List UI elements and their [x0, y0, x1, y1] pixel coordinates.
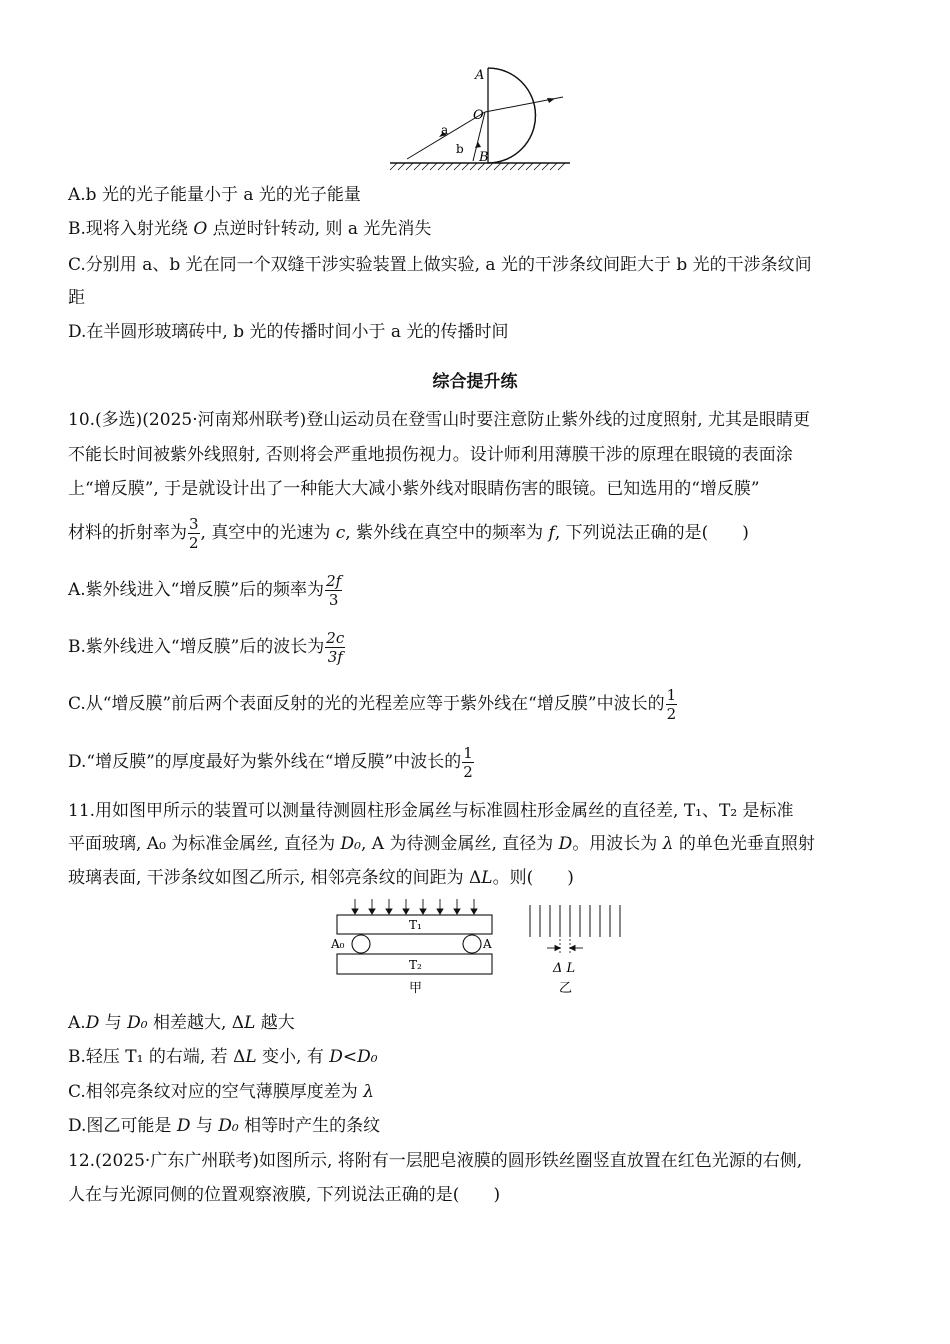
semicircle-glass-figure: [385, 62, 575, 172]
fraction: [325, 629, 345, 666]
frac-den: 2: [666, 705, 677, 723]
label-yi: 乙: [559, 981, 573, 996]
frac-den: 3f: [327, 648, 343, 666]
q11-line1: 11.用如图甲所示的装置可以测量待测圆柱形金属丝与标准圆柱形金属丝的直径差, T₁、T₂ 是标准: [68, 801, 794, 821]
text-span: 。则( ): [492, 868, 574, 888]
text-span: 点逆时针转动, 则 a 光先消失: [207, 219, 432, 239]
frac-num: 1: [666, 686, 677, 704]
q10-line1: 10.(多选)(2025·河南郑州联考)登山运动员在登雪山时要注意防止紫外线的过度照射, 尤其是眼睛更: [68, 410, 811, 430]
q11-line3: [68, 865, 574, 891]
q11-line2: [68, 831, 815, 857]
text-span: D.图乙可能是: [68, 1116, 177, 1136]
text-span: 。用波长为: [572, 834, 663, 854]
semicircle-brick: [488, 68, 536, 163]
q11-option-d: [68, 1113, 380, 1139]
q9-option-b: [68, 216, 431, 242]
label-delta-l: Δ L: [553, 961, 576, 976]
q10-option-b: [68, 627, 346, 667]
var-d: D: [176, 1116, 191, 1136]
q10-option-d: [68, 742, 475, 782]
var-comparison: D<D₀: [329, 1047, 378, 1067]
text-span: 相差越大, Δ: [147, 1013, 245, 1033]
var-d: D: [558, 834, 573, 854]
q12-line1: 12.(2025·广东广州联考)如图所示, 将附有一层肥皂液膜的圆形铁丝圈竖直放置在红色光源的右侧,: [68, 1151, 803, 1171]
q9-option-c-line2: 距: [68, 288, 85, 308]
frac-num: 1: [463, 744, 473, 762]
q9-option-a: A.b 光的光子能量小于 a 光的光子能量: [68, 185, 361, 205]
q11-option-b: [68, 1044, 378, 1070]
frac-num: 3: [189, 515, 199, 533]
frac-den: 2: [463, 763, 473, 781]
text-span: B.现将入射光绕: [68, 219, 194, 239]
fraction: [666, 686, 678, 723]
text-span: 材料的折射率为: [68, 523, 187, 543]
text-span: C.相邻亮条纹对应的空气薄膜厚度差为: [68, 1082, 364, 1102]
label-b: b: [456, 142, 464, 156]
fraction-3-2: [188, 515, 200, 552]
text-span: A.紫外线进入“增反膜”后的频率为: [68, 580, 325, 600]
label-a: a: [441, 123, 449, 137]
var-f: f: [548, 523, 555, 543]
q10-line4: [68, 513, 749, 553]
text-span: B.紫外线进入“增反膜”后的波长为: [68, 637, 325, 657]
text-span: 越大: [255, 1013, 295, 1033]
text-span: 玻璃表面, 干涉条纹如图乙所示, 相邻亮条纹的间距为 Δ: [68, 868, 482, 888]
label-O: O: [473, 108, 484, 123]
text-span: , 紫外线在真空中的频率为: [345, 523, 549, 543]
var-lambda: λ: [662, 834, 674, 854]
wire-a0: [352, 935, 370, 953]
fraction: [462, 744, 474, 781]
q10-option-a: [68, 570, 343, 610]
q9-option-d: D.在半圆形玻璃砖中, b 光的传播时间小于 a 光的传播时间: [68, 322, 509, 342]
var-d0: D₀: [218, 1116, 239, 1136]
text-span: , 真空中的光速为: [200, 523, 336, 543]
label-B: B: [479, 150, 489, 165]
label-t2: T₂: [409, 958, 422, 972]
fraction: [325, 572, 342, 609]
q9-option-c-line1: C.分别用 a、b 光在同一个双缝干涉实验装置上做实验, a 光的干涉条纹间距大于 b 光的干涉条纹间: [68, 255, 812, 275]
text-span: B.轻压 T₁ 的右端, 若 Δ: [68, 1047, 246, 1067]
interference-figure: [325, 895, 635, 1005]
frac-num: 2c: [326, 629, 345, 647]
text-span: D.“增反膜”的厚度最好为紫外线在“增反膜”中波长的: [68, 752, 462, 772]
var-l: L: [244, 1013, 256, 1033]
var-l: L: [245, 1047, 257, 1067]
text-span: C.从“增反膜”前后两个表面反射的光的光程差应等于紫外线在“增反膜”中波长的: [68, 694, 665, 714]
q10-option-c: [68, 684, 678, 724]
section-title: 综合提升练: [432, 372, 518, 392]
text-span: 的单色光垂直照射: [673, 834, 815, 854]
frac-den: 3: [328, 591, 339, 609]
q12-line2: 人在与光源同侧的位置观察液膜, 下列说法正确的是( ): [68, 1185, 501, 1205]
var-d0: D₀: [340, 834, 361, 854]
label-a: A: [483, 937, 492, 951]
label-a0: A₀: [331, 937, 345, 951]
var-o: O: [193, 219, 208, 239]
text-span: , 下列说法正确的是( ): [554, 523, 749, 543]
text-span: 平面玻璃, A₀ 为标准金属丝, 直径为: [68, 834, 341, 854]
var-d0: D₀: [127, 1013, 148, 1033]
q11-option-c: [68, 1079, 374, 1105]
var-l: L: [481, 868, 493, 888]
text-span: 与: [190, 1116, 219, 1136]
q10-line2: 不能长时间被紫外线照射, 否则将会严重地损伤视力。设计师利用薄膜干涉的原理在眼镜的表面涂: [68, 445, 793, 465]
var-d: D: [85, 1013, 100, 1033]
wire-a: [463, 935, 481, 953]
label-t1: T₁: [409, 918, 422, 932]
q10-line3: 上“增反膜”, 于是就设计出了一种能大大减小紫外线对眼睛伤害的眼镜。已知选用的“增反膜”: [68, 479, 760, 499]
text-span: A.: [68, 1013, 86, 1033]
text-span: 与: [99, 1013, 128, 1033]
frac-den: 2: [189, 534, 199, 552]
text-span: , A 为待测金属丝, 直径为: [360, 834, 559, 854]
text-span: 相等时产生的条纹: [238, 1116, 381, 1136]
text-span: 变小, 有: [256, 1047, 330, 1067]
frac-num: 2f: [326, 572, 342, 590]
var-c: c: [335, 523, 346, 543]
q11-option-a: [68, 1010, 295, 1036]
label-jia: 甲: [409, 981, 423, 996]
var-lambda: λ: [363, 1082, 374, 1102]
label-A: A: [475, 68, 485, 83]
